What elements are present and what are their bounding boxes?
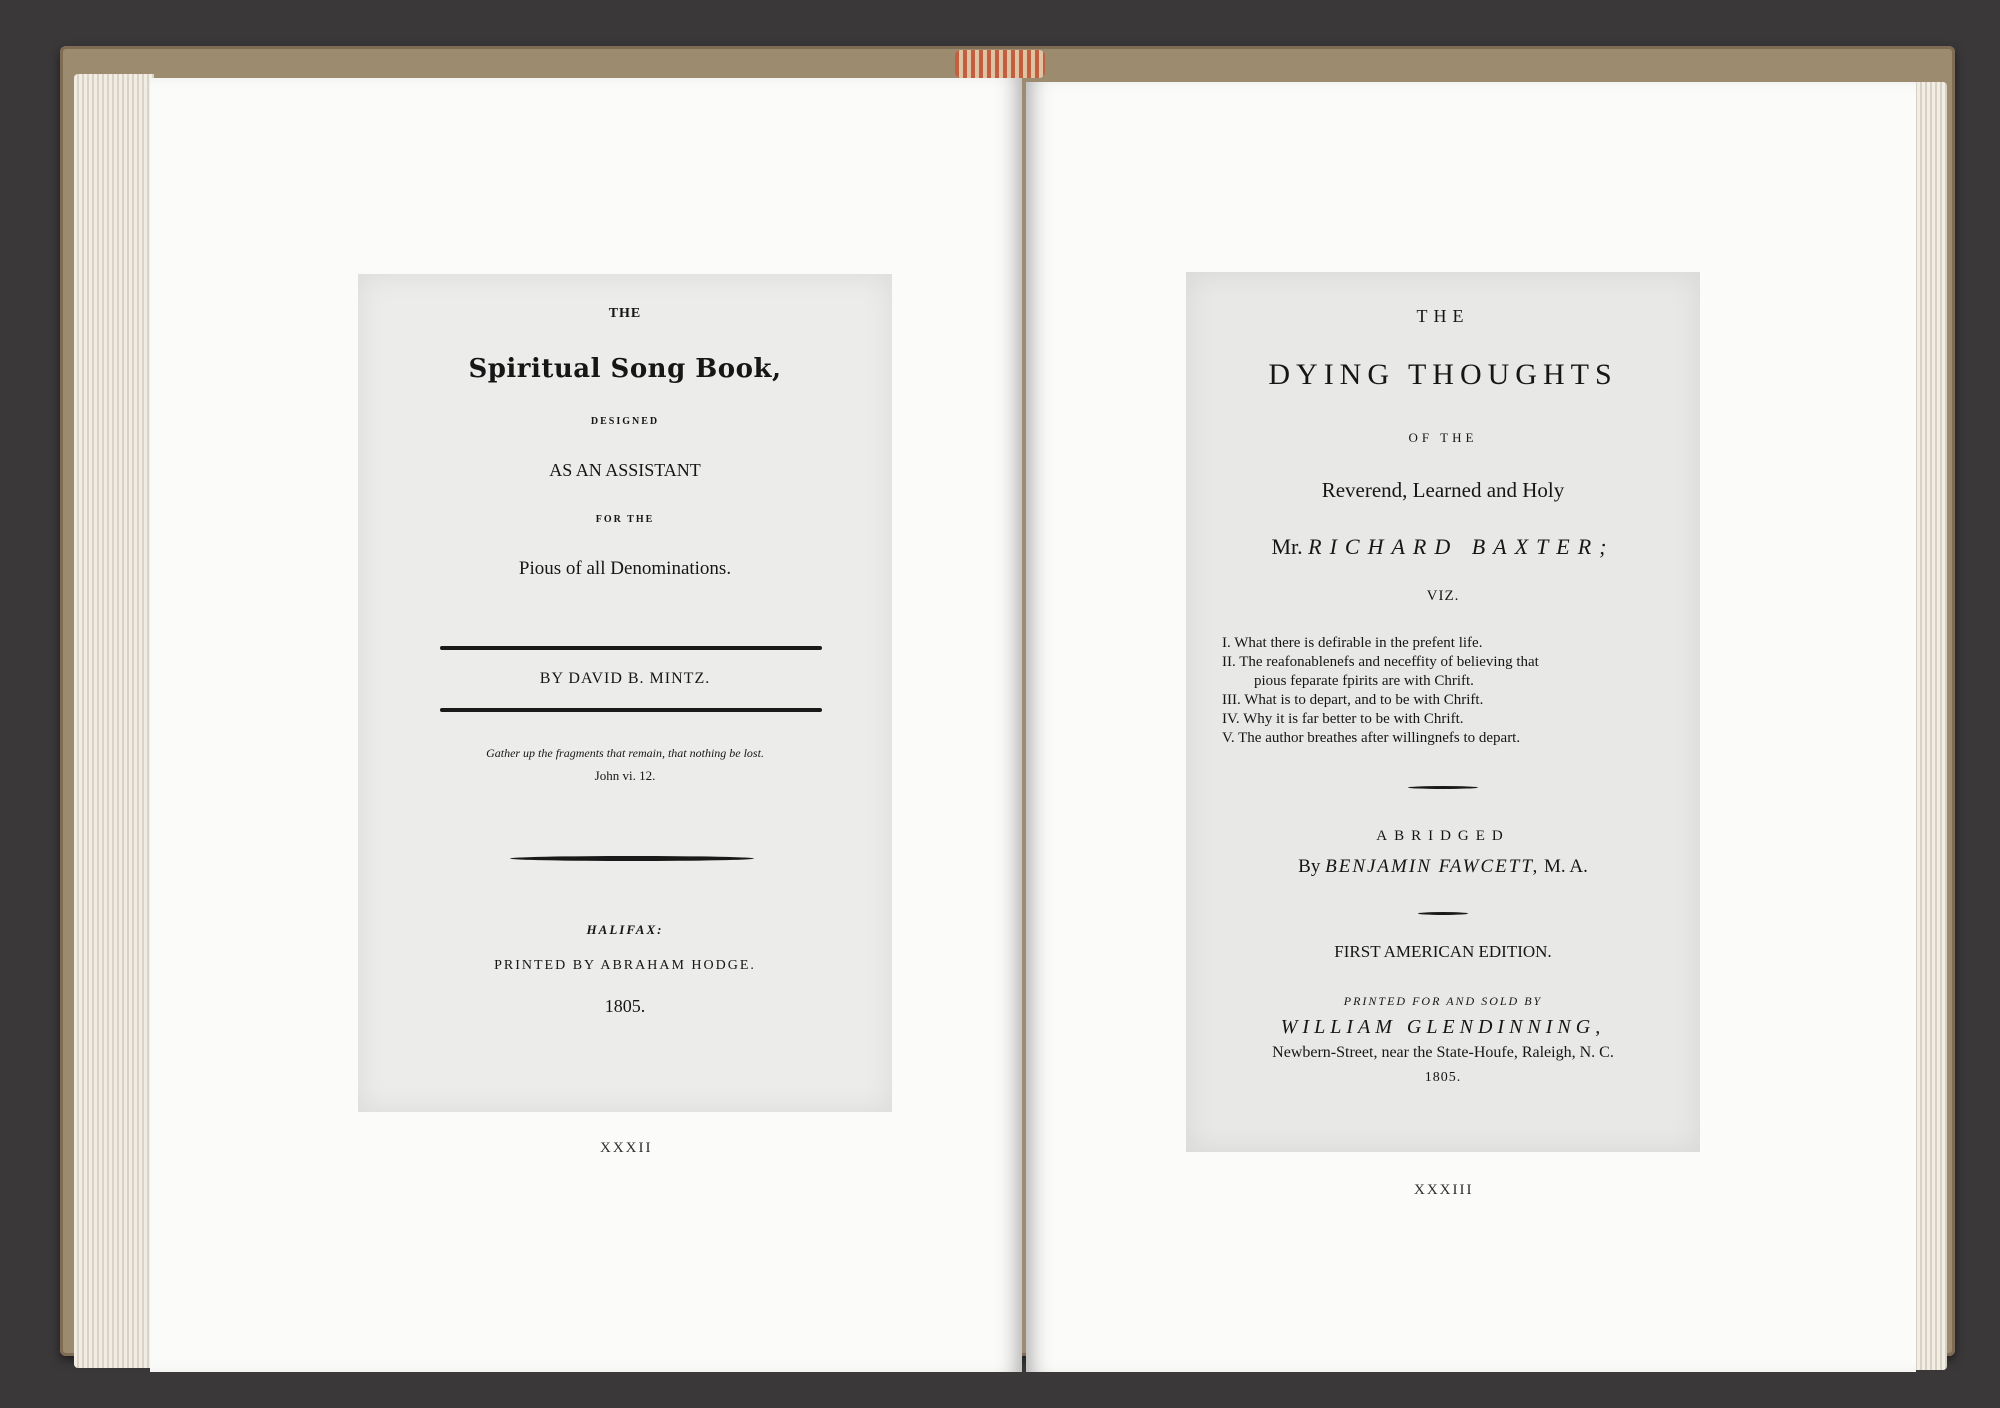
plate-baxter-prefix: Mr. xyxy=(1271,534,1303,559)
plate-title: Spiritual Song Book, xyxy=(468,354,782,384)
plate-line-fawcett xyxy=(1186,856,1700,878)
plate-address: Newbern-Street, near the State-Houfe, Raleigh, N. C. xyxy=(1272,1044,1614,1061)
plate-line-designed: DESIGNED xyxy=(590,416,660,427)
plate-year: 1805. xyxy=(604,996,646,1016)
right-title-page-plate xyxy=(1186,272,1700,1152)
list-item: III. What is to depart, and to be with Chrift. xyxy=(1222,692,1484,708)
ornament-small-2 xyxy=(1418,912,1468,915)
left-title-page-plate xyxy=(358,274,892,1112)
plate-line-abridged: ABRIDGED xyxy=(1376,828,1510,844)
plate-fawcett-name: BENJAMIN FAWCETT, xyxy=(1325,856,1540,877)
plate-epigraph-citation: John vi. 12. xyxy=(594,768,656,783)
plate-line-assistant: AS AN ASSISTANT xyxy=(549,460,701,480)
plate-line-viz: VIZ. xyxy=(1426,588,1460,604)
plate-printed-for: PRINTED FOR AND SOLD BY xyxy=(1343,994,1543,1008)
left-page-stack xyxy=(74,74,154,1368)
plate-line-denominations: Pious of all Denominations. xyxy=(518,558,732,579)
plate-line-baxter xyxy=(1186,534,1700,560)
list-item: pious feparate fpirits are with Chrift. xyxy=(1254,673,1474,689)
plate-line-of-the: OF THE xyxy=(1408,430,1478,445)
spine-binding-thread xyxy=(955,50,1045,78)
plate-place: HALIFAX: xyxy=(586,922,664,937)
plate-fawcett-suffix: M. A. xyxy=(1544,856,1588,877)
plate-line-reverend: Reverend, Learned and Holy xyxy=(1321,478,1565,502)
double-rule-bottom xyxy=(440,708,822,712)
list-item: I. What there is defirable in the prefent life. xyxy=(1222,635,1483,651)
list-item: V. The author breathes after willingnefs to depart. xyxy=(1222,730,1521,746)
plate-year: 1805. xyxy=(1424,1070,1462,1085)
list-item: II. The reafonablenefs and neceffity of believing that xyxy=(1222,654,1539,670)
plate-title: DYING THOUGHTS xyxy=(1268,358,1618,391)
plate-line-for-the: FOR THE xyxy=(595,514,655,525)
plate-line-the: THE xyxy=(1416,306,1470,326)
ornament-small xyxy=(1408,786,1478,789)
right-folio: XXXIII xyxy=(1414,1182,1474,1198)
left-folio: XXXII xyxy=(600,1140,653,1156)
plate-epigraph: Gather up the fragments that remain, that nothing be lost. xyxy=(486,746,764,760)
plate-line-the: THE xyxy=(608,306,642,321)
plate-baxter-name: RICHARD BAXTER; xyxy=(1308,534,1615,559)
plate-edition: FIRST AMERICAN EDITION. xyxy=(1334,942,1552,961)
plate-author: BY DAVID B. MINTZ. xyxy=(539,670,711,687)
list-item: IV. Why it is far better to be with Chrift. xyxy=(1222,711,1464,727)
ornamental-rule xyxy=(510,856,754,861)
plate-contents-list xyxy=(1222,634,1539,748)
double-rule-top xyxy=(440,646,822,650)
plate-printer: PRINTED BY ABRAHAM HODGE. xyxy=(494,958,756,973)
plate-publisher: WILLIAM GLENDINNING, xyxy=(1280,1016,1606,1038)
plate-fawcett-prefix: By xyxy=(1298,856,1321,877)
